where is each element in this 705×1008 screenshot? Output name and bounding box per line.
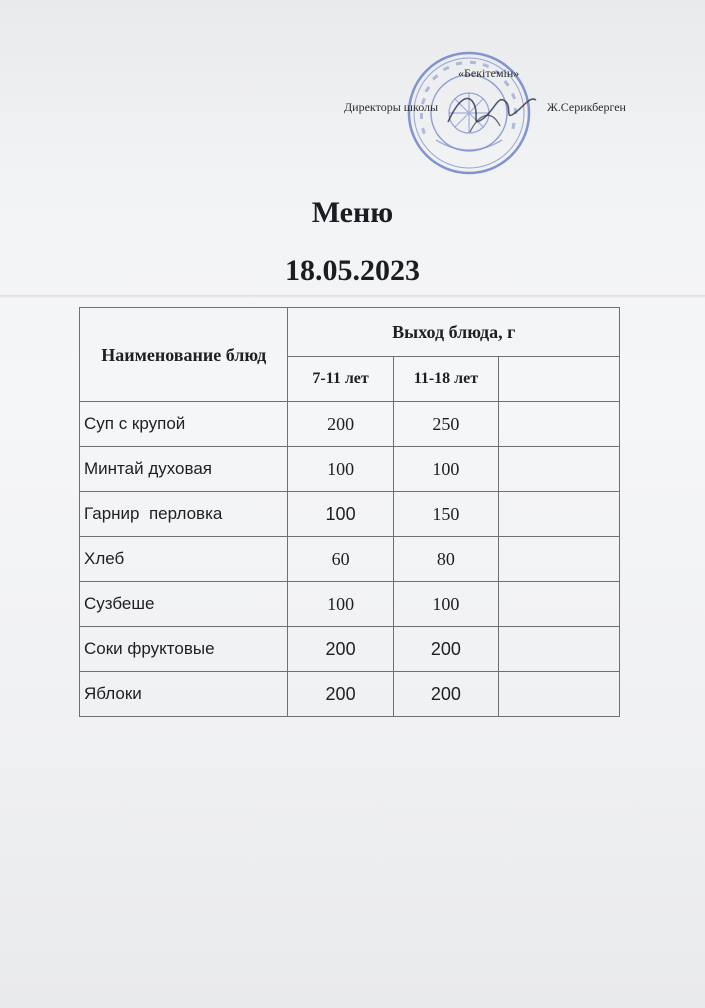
dish-name: Соки фруктовые <box>80 627 288 672</box>
empty-cell <box>499 492 620 537</box>
director-name: Ж.Серикберген <box>547 100 626 114</box>
table-row <box>80 627 620 672</box>
dish-name: Хлеб <box>80 537 288 582</box>
portion-11-18: 150 <box>393 492 498 537</box>
empty-header-cell <box>499 357 620 402</box>
portion-7-11: 60 <box>288 537 393 582</box>
dish-name: Сузбеше <box>80 582 288 627</box>
portion-7-11: 100 <box>288 447 393 492</box>
portion-11-18: 100 <box>393 447 498 492</box>
dish-name: Суп с крупой <box>80 402 288 447</box>
director-label: Директоры школы <box>344 100 439 114</box>
paper-fold-line <box>0 295 705 299</box>
portion-7-11: 100 <box>288 492 393 537</box>
portion-7-11: 100 <box>288 582 393 627</box>
menu-date: 18.05.2023 <box>285 254 420 287</box>
portion-11-18: 200 <box>393 672 498 717</box>
dish-name: Гарнир перловка <box>80 492 288 537</box>
portion-7-11: 200 <box>288 627 393 672</box>
empty-cell <box>499 447 620 492</box>
table-row <box>80 537 620 582</box>
portion-11-18: 200 <box>393 627 498 672</box>
portion-7-11: 200 <box>288 402 393 447</box>
empty-cell <box>499 582 620 627</box>
menu-table <box>79 307 620 717</box>
table-row <box>80 672 620 717</box>
table-row <box>80 492 620 537</box>
column-header-portion-yield: Выход блюда, г <box>288 308 620 357</box>
page-title: Меню <box>311 196 394 229</box>
empty-cell <box>499 672 620 717</box>
dish-name: Минтай духовая <box>80 447 288 492</box>
handwritten-signature <box>440 82 540 142</box>
empty-cell <box>499 402 620 447</box>
portion-11-18: 100 <box>393 582 498 627</box>
column-header-dish-name: Наименование блюд <box>80 308 288 402</box>
table-row <box>80 402 620 447</box>
empty-cell <box>499 627 620 672</box>
table-row <box>80 582 620 627</box>
column-header-age-11-18: 11-18 лет <box>393 357 498 402</box>
portion-7-11: 200 <box>288 672 393 717</box>
portion-11-18: 80 <box>393 537 498 582</box>
table-row <box>80 447 620 492</box>
portion-11-18: 250 <box>393 402 498 447</box>
column-header-age-7-11: 7-11 лет <box>288 357 393 402</box>
approval-word: «Бекітемін» <box>458 66 520 80</box>
table-header-row <box>80 308 620 357</box>
dish-name: Яблоки <box>80 672 288 717</box>
empty-cell <box>499 537 620 582</box>
